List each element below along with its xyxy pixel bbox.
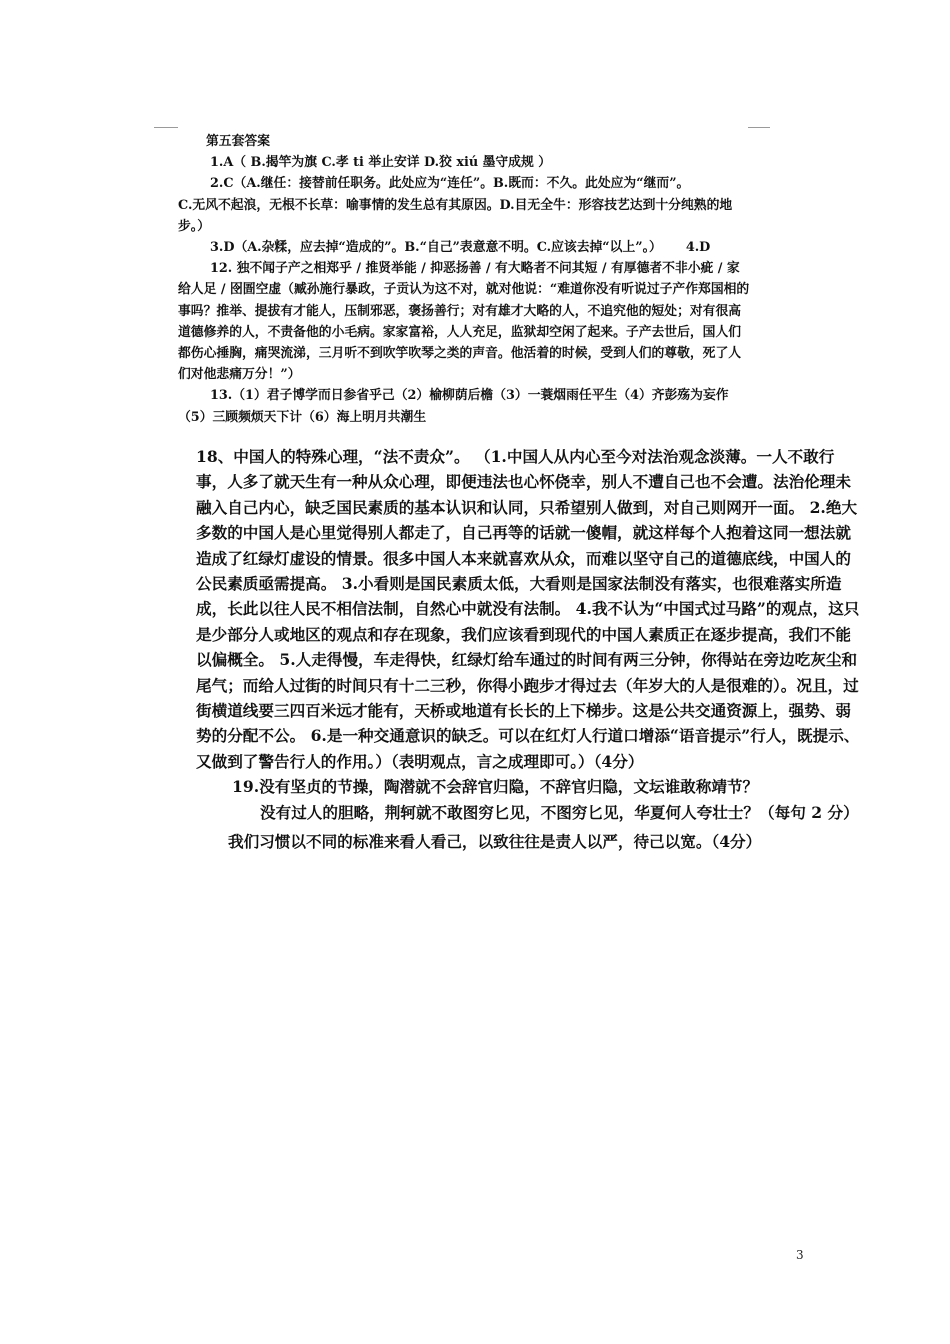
answer-section-small (178, 131, 750, 428)
answer-q13: 13.（1）君子博学而日参省乎己（2）榆柳荫后檐（3）一蓑烟雨任平生（4）齐彭殇为妄作（5）三顾频烦天下计（6）海上明月共潮生 (178, 388, 729, 425)
answer-q19-line2: 没有过人的胆略，荆轲就不敢图穷匕见，不图穷匕见，华夏何人夸壮士？（每句 2 分） (260, 802, 859, 822)
answer-q2-line1: 2.C（A.继任：接替前任职务。此处应为“连任”。B.既而：不久。此处应为“继而”。 (210, 176, 690, 192)
answer-q4: 4.D (685, 240, 711, 256)
section-title: 第五套答案 (206, 134, 270, 149)
answer-q2-line2: C.无风不起浪，无根不长草：喻事情的发生总有其原因。D.目无全牛：形容技艺达到十分纯熟的地步。） (178, 197, 733, 234)
answer-q3: 3.D（A.杂糅，应去掉“造成的”。B.“自己”表意意不明。C.应该去掉“以上”。） (210, 240, 662, 256)
answer-q18: 18、中国人的特殊心理，“法不责众”。 （1.中国人从内心至今对法治观念淡薄。一人不敢行事，人多了就天生有一种从众心理，即便违法也心怀侥幸，别人不遭自己也不会遭。法治伦理未融入自己内心，缺乏国民素质的基本认识和认同，只希望别人做到，对自己则网开一面。 2.绝大多数的中国人是心里觉得别人都走了，自己再等的话就一傻帽，就这样每个人抱着这同一想法就造成了红绿灯虚设的情景。很多中国人本来就喜欢从众，而难以坚守自己的道德底线，中国人的公民素质亟需提高。 3.小看则是国民素质太低，大看则是国家法制没有落实，也很难落实所造成，长此以往人民不相信法制，自然心中就没有法制。 4.我不认为“中国式过马路”的观点，这只是少部分人或地区的观点和存在现象，我们应该看到现代的中国人素质正在逐步提高，我们不能以偏概全。 5.人走得慢，车走得快，红绿灯给车通过的时间有两三分钟，你得站在旁边吃灰尘和尾气；而给人过街的时间只有十二三秒，你得小跑步才得过去（年岁大的人是很难的）。况且，过街横道线要三四百米远才能有，天桥或地道有长长的上下梯步。这是公共交通资源上，强势、弱势的分配不公。 6.是一种交通意识的缺乏。可以在红灯人行道口增添“语音提示”行人，既提示、又做到了警告行人的作用。）（表明观点，言之成理即可。）（4分） (196, 447, 860, 771)
top-left-margin-mark (154, 127, 178, 128)
answer-q3-q4 (178, 237, 750, 258)
answer-section-large (196, 444, 862, 855)
answer-q1: 1.A（ B.揭竿为旗 C.孝 ti 举止安详 D.狡 xiú 墨守成规 ） (210, 155, 552, 171)
top-right-margin-mark (748, 127, 770, 128)
answer-q12: 12. 独不闻子产之相郑乎 / 推贤举能 / 抑恶扬善 / 有大略者不问其短 / 有厚德者不非小疵 / 家给人足 / 囹圄空虚（臧孙施行暴政，子贡认为这不对，就对他说：“难道你没有听说过子产作郑国相的事吗？推举、提拔有才能人，压制邪恶，褒扬善行；对有雄才大略的人，不追究他的短处；对有很高道德修养的人，不责备他的小毛病。家家富裕，人人充足，监狱却空闲了起来。子产去世后，国人们都伤心捶胸，痛哭流涕，三月听不到吹竽吹琴之类的声音。他活着的时候，受到人们的尊敬，死了人们对他悲痛万分！”） (178, 261, 750, 383)
answer-last-line: 我们习惯以不同的标准来看人看己，以致往往是责人以严，待己以宽。（4分） (228, 832, 762, 852)
page-number: 3 (796, 1248, 804, 1262)
answer-q19-line1: 19.没有坚贞的节操，陶潜就不会辞官归隐，不辞官归隐，文坛谁敢称靖节？ (232, 777, 759, 797)
